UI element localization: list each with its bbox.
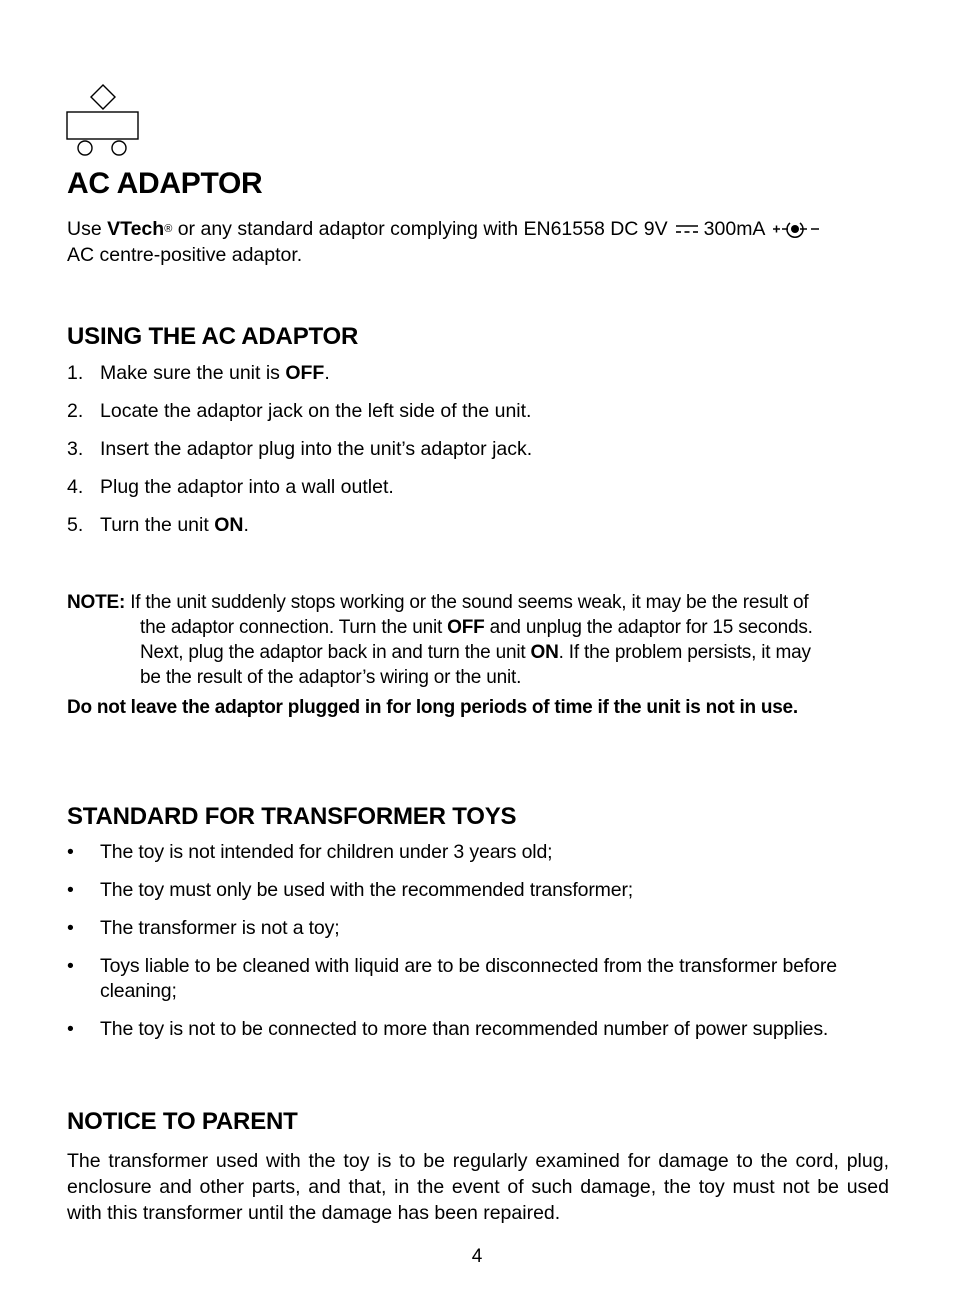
list-item xyxy=(67,878,889,903)
steps-list xyxy=(67,360,889,550)
intro-middle: or any standard adaptor complying with EN61558 DC 9V xyxy=(172,218,668,240)
intro-line-2: AC centre-positive adaptor. xyxy=(67,244,303,266)
note-paragraph xyxy=(67,590,889,690)
list-item xyxy=(67,436,889,474)
note-line-3 xyxy=(67,640,889,665)
page-number: 4 xyxy=(471,1246,483,1267)
list-item-text: The toy is not intended for children under 3 years old; xyxy=(100,841,553,863)
bullet-mark: • xyxy=(67,879,74,901)
step-number: 1. xyxy=(67,362,84,384)
step-number: 3. xyxy=(67,438,84,460)
list-item-text: The toy is not to be connected to more than recommended number of power supplies. xyxy=(100,1018,829,1040)
list-item-text: Toys liable to be cleaned with liquid are to be disconnected from the transformer before cleaning; xyxy=(100,955,837,1002)
notice-paragraph: The transformer used with the toy is to be regularly examined for damage to the cord, plug, enclosure and other parts, and that, in the event of such damage, the toy must not be used with this transformer until the damage has been repaired. xyxy=(67,1150,889,1224)
section-heading-notice: NOTICE TO PARENT xyxy=(67,1108,298,1135)
note-text-2a: the adaptor connection. Turn the unit xyxy=(140,617,448,638)
step-number: 5. xyxy=(67,514,84,536)
brand-name: VTech xyxy=(107,218,165,240)
list-item-text: The transformer is not a toy; xyxy=(100,917,340,939)
list-item xyxy=(67,474,889,512)
note-line-4: be the result of the adaptor’s wiring or the unit. xyxy=(140,667,522,688)
bullet-mark: • xyxy=(67,955,74,977)
step-text: Turn the unit xyxy=(100,514,215,536)
step-suffix: . xyxy=(324,362,330,384)
bullet-mark: • xyxy=(67,841,74,863)
dc-symbol-icon xyxy=(676,224,698,234)
warning-text: Do not leave the adaptor plugged in for long periods of time if the unit is not in use. xyxy=(67,697,798,718)
centre-positive-polarity-icon xyxy=(773,219,821,239)
list-item xyxy=(67,1017,889,1042)
note-text-1: If the unit suddenly stops working or the sound seems weak, it may be the result of xyxy=(125,592,809,613)
note-text-3a: Next, plug the adaptor back in and turn the unit xyxy=(140,642,531,663)
step-bold: OFF xyxy=(285,362,325,384)
note-bold-on: ON xyxy=(530,642,559,663)
note-text-3b: . If the problem persists, it may xyxy=(558,642,811,663)
step-text: Locate the adaptor jack on the left side of the unit. xyxy=(100,400,532,422)
note-label: NOTE: xyxy=(67,592,126,613)
bullet-mark: • xyxy=(67,917,74,939)
list-item xyxy=(67,916,889,941)
step-number: 4. xyxy=(67,476,84,498)
note-line-1 xyxy=(67,590,889,615)
current-rating: 300mA xyxy=(703,218,766,240)
step-suffix: . xyxy=(243,514,249,536)
list-item-text: The toy must only be used with the recommended transformer; xyxy=(100,879,634,901)
transformer-toy-icon xyxy=(66,84,140,158)
intro-line-1: Use VTech ® or any standard adaptor complying with EN61558 DC 9V 300mA xyxy=(67,216,889,242)
step-bold: ON xyxy=(214,514,244,536)
section-heading-standard: STANDARD FOR TRANSFORMER TOYS xyxy=(67,803,517,830)
standard-list xyxy=(67,840,889,1055)
section-heading-using-adaptor: USING THE AC ADAPTOR xyxy=(67,323,359,350)
step-text: Insert the adaptor plug into the unit’s adaptor jack. xyxy=(100,438,533,460)
step-number: 2. xyxy=(67,400,84,422)
page-title: AC ADAPTOR xyxy=(67,167,263,200)
list-item xyxy=(67,954,889,1004)
step-text: Plug the adaptor into a wall outlet. xyxy=(100,476,394,498)
intro-prefix: Use xyxy=(67,218,108,240)
list-item xyxy=(67,512,889,550)
step-text: Make sure the unit is xyxy=(100,362,286,384)
intro-paragraph xyxy=(67,216,889,268)
list-item xyxy=(67,840,889,865)
note-line-2 xyxy=(67,615,889,640)
note-text-2b: and unplug the adaptor for 15 seconds. xyxy=(484,617,813,638)
note-bold-off: OFF xyxy=(447,617,485,638)
bullet-mark: • xyxy=(67,1018,74,1040)
list-item xyxy=(67,398,889,436)
list-item xyxy=(67,360,889,398)
